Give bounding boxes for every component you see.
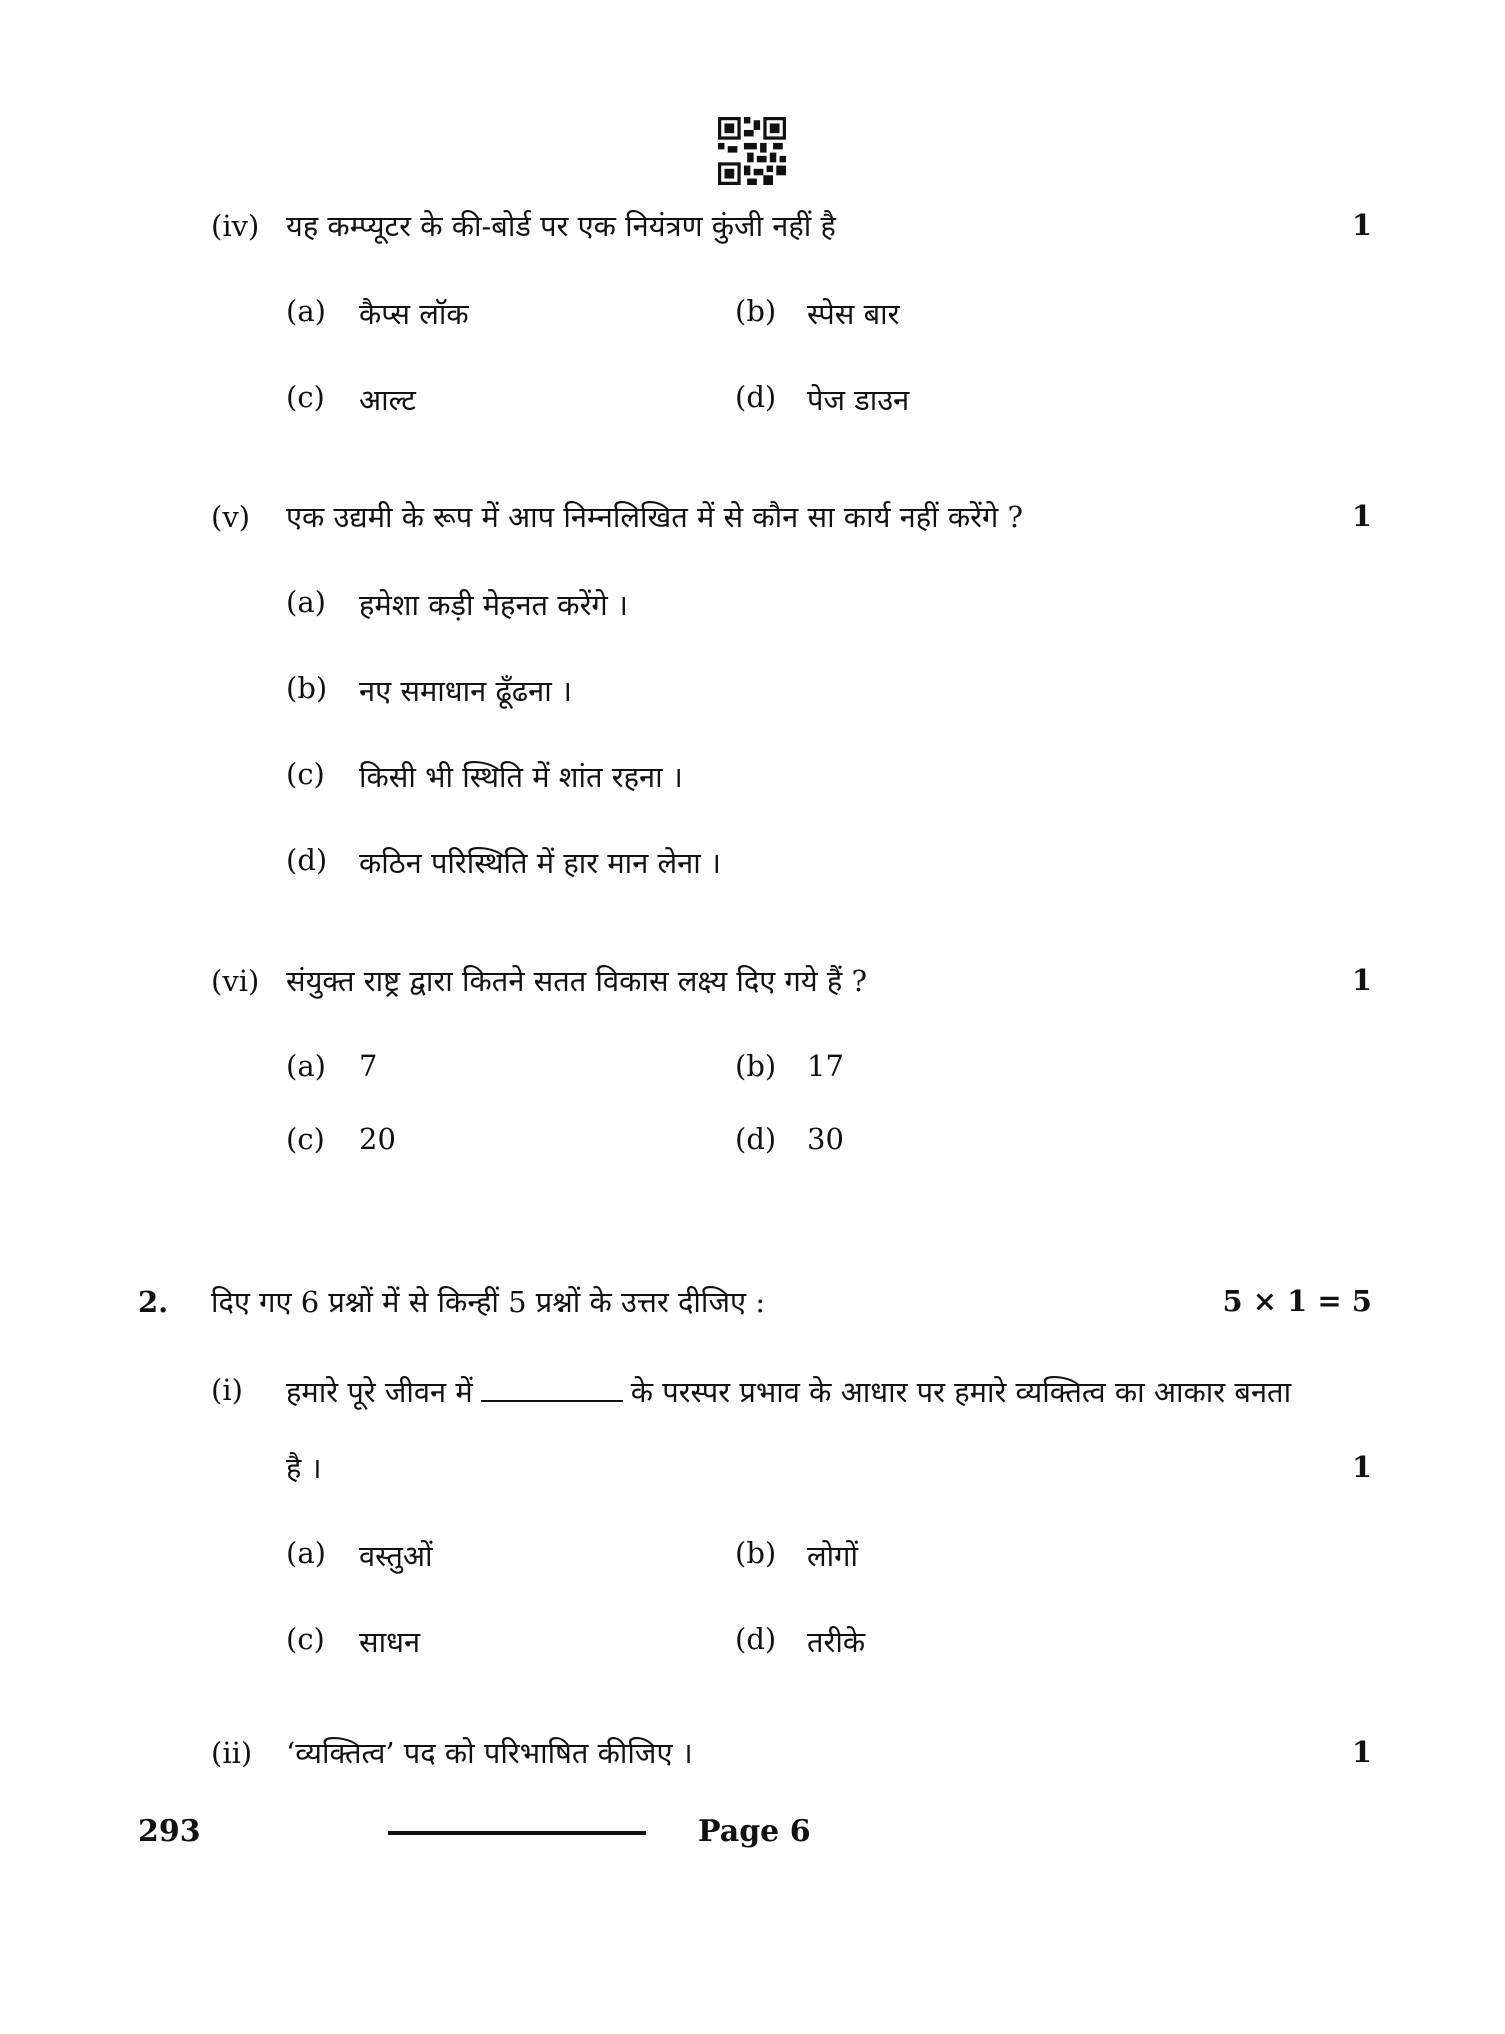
footer-divider [388, 1831, 646, 1835]
qr-code-icon [718, 117, 786, 185]
option-label: (d) [735, 1122, 777, 1156]
option-label: (a) [286, 585, 326, 619]
option-label: (b) [286, 671, 328, 705]
option-label: (d) [735, 1622, 777, 1656]
option-text: कठिन परिस्थिति में हार मान लेना । [359, 846, 721, 880]
option-label: (d) [286, 843, 328, 877]
question-text-after: के परस्पर प्रभाव के आधार पर हमारे व्यक्तित्व का आकार बनता [630, 1375, 1292, 1409]
question-marks: 1 [1351, 499, 1372, 533]
option-label: (b) [735, 1049, 777, 1083]
option-text: 17 [807, 1049, 844, 1083]
question-marks: 1 [1351, 963, 1372, 997]
option-label: (b) [735, 294, 777, 328]
question-number: (vi) [211, 964, 260, 998]
option-text: हमेशा कड़ी मेहनत करेंगे । [359, 588, 628, 622]
option-label: (c) [286, 757, 325, 791]
section-instruction: दिए गए 6 प्रश्नों में से किन्हीं 5 प्रश्नों के उत्तर दीजिए : [211, 1285, 765, 1319]
question-marks: 1 [1351, 1450, 1372, 1484]
option-text: 30 [807, 1122, 844, 1156]
option-text: लोगों [807, 1539, 859, 1573]
option-label: (d) [735, 380, 777, 414]
option-text: तरीके [807, 1625, 866, 1659]
question-text-line2: है । [286, 1451, 322, 1485]
option-label: (a) [286, 294, 326, 328]
question-text: एक उद्यमी के रूप में आप निम्नलिखित में से कौन सा कार्य नहीं करेंगे ? [286, 500, 1024, 534]
option-text: 7 [359, 1049, 378, 1083]
option-label: (b) [735, 1536, 777, 1570]
question-number: (iv) [211, 209, 260, 243]
question-number: (ii) [211, 1736, 253, 1770]
option-label: (c) [286, 1622, 325, 1656]
question-text: संयुक्त राष्ट्र द्वारा कितने सतत विकास लक्ष्य दिए गये हैं ? [286, 964, 868, 998]
option-text: कैप्स लॉक [359, 297, 469, 331]
option-label: (c) [286, 380, 325, 414]
question-text: ‘व्यक्तित्व’ पद को परिभाषित कीजिए । [286, 1736, 693, 1770]
option-label: (c) [286, 1122, 325, 1156]
section-marks: 5 × 1 = 5 [1222, 1284, 1372, 1318]
option-text: आल्ट [359, 383, 416, 417]
paper-code: 293 [138, 1814, 201, 1849]
page-number: Page 6 [698, 1814, 811, 1849]
question-number: (i) [211, 1373, 243, 1407]
option-text: किसी भी स्थिति में शांत रहना । [359, 760, 683, 794]
option-text: 20 [359, 1122, 396, 1156]
fill-in-blank [481, 1372, 623, 1402]
option-label: (a) [286, 1536, 326, 1570]
question-number: (v) [211, 500, 251, 534]
option-text: वस्तुओं [359, 1539, 433, 1573]
question-marks: 1 [1351, 1735, 1372, 1769]
option-label: (a) [286, 1049, 326, 1083]
option-text: साधन [359, 1625, 421, 1659]
question-text-before: हमारे पूरे जीवन में [286, 1375, 473, 1409]
option-text: नए समाधान ढूँढना । [359, 674, 572, 708]
section-number: 2. [138, 1285, 169, 1319]
question-text [286, 1372, 1291, 1410]
question-text: यह कम्प्यूटर के की-बोर्ड पर एक नियंत्रण कुंजी नहीं है [286, 209, 836, 243]
option-text: स्पेस बार [807, 297, 900, 331]
option-text: पेज डाउन [807, 383, 910, 417]
question-marks: 1 [1351, 208, 1372, 242]
